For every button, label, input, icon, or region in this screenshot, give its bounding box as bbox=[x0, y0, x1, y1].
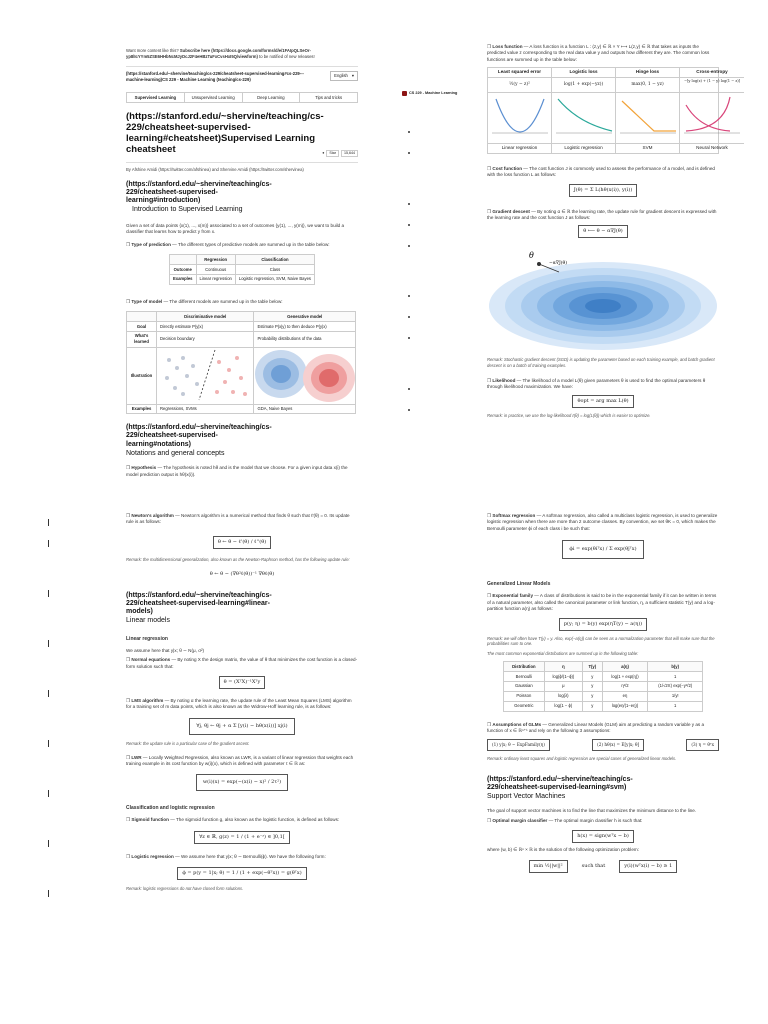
square-icon: ❒ bbox=[487, 593, 493, 599]
star-button[interactable]: ● Star 15,644 bbox=[322, 150, 358, 157]
linear-reg-subtitle: Linear regression bbox=[126, 635, 168, 642]
square-icon: ❒ bbox=[126, 298, 132, 304]
margin-mark bbox=[48, 640, 49, 647]
glm-remark-3: Remark: ordinary least squares and logistic regression are special cases of generalized linear models. bbox=[487, 756, 677, 762]
omc-formula: h(x) = sign(wᵀx − b) bbox=[572, 830, 634, 843]
classification-subtitle: Classification and logistic regression bbox=[126, 805, 215, 812]
loss-col-hinge: Hinge loss max(0, 1 − yz) SVM bbox=[616, 68, 680, 152]
bullet bbox=[408, 388, 410, 390]
svm-where: where (w, b) ∈ ℝⁿ × ℝ is the solution of the following optimization problem: bbox=[487, 846, 639, 852]
bullet bbox=[408, 152, 410, 154]
newton-formula: θ ← θ − ℓ'(θ) / ℓ''(θ) bbox=[213, 536, 271, 549]
discriminative-illustration bbox=[157, 347, 254, 404]
normal-formula: θ = (XᵀX)⁻¹Xᵀy bbox=[219, 676, 266, 689]
tab-supervised-learning[interactable]: Supervised Learning bbox=[127, 93, 185, 103]
svm-intro: The goal of support vector machines is to find the line that maximizes the minimum distance to the line. bbox=[487, 808, 697, 814]
grad-label: −α∇J(θ) bbox=[549, 261, 567, 267]
left-column-top bbox=[126, 48, 358, 478]
right-column-top bbox=[487, 44, 741, 419]
discriminative-plot bbox=[157, 348, 253, 402]
square-icon: ❒ bbox=[126, 657, 132, 663]
breadcrumb[interactable]: (https://stanford.edu/~shervine/teaching/cs-229/cheatsheet-supervised-learning#cs-229--- machine-learning)CS 229 - Machine Learning (teaching/cs-229) bbox=[126, 70, 304, 82]
likelihood-remark: Remark: in practice, we use the log-likelihood ℓ(θ) = log(L(θ)) which is easier to optimize. bbox=[487, 413, 651, 419]
loss-col-logistic: Logistic loss log(1 + exp(−yz)) Logistic regression bbox=[552, 68, 616, 152]
square-icon: ❒ bbox=[487, 721, 493, 727]
gd-text: ❒ Gradient descent — By noting α ∈ ℝ the learning rate, the update rule for gradient descent is expressed with the learning rate and the cost function J as follows: bbox=[487, 208, 717, 220]
exp-family-table: Distribution η T(y) a(η) b(y) Bernoulli log(ϕ/(1−ϕ)) y log(1 + exp(η)) 1 Gaussian μ y η²/2 (1/√2π) exp(−y²/2) Poisson log(λ) y eη 1/y! Geometric log(1 − ϕ) y log(eη/(1−eη)) 1 bbox=[503, 661, 703, 711]
bullet bbox=[408, 409, 410, 411]
square-icon: ❒ bbox=[487, 165, 493, 171]
tab-tips-and-tricks[interactable]: Tips and tricks bbox=[315, 94, 343, 100]
square-icon: ❒ bbox=[487, 818, 493, 824]
notify-banner: Want more content like this? Subscribe here (https://docs.google.com/forms/d/e/1FAIpQLSeOr-yp8lIcYYm5ZSE6HHbNcMJyDcJ2F4eHBzTuFxCvsHxI5Q/viewform) to be notified of new releases! bbox=[126, 48, 315, 59]
margin-mark bbox=[48, 590, 49, 597]
square-icon: ❒ bbox=[487, 377, 493, 383]
model-table: Discriminative model Generative model Goal Directly estimate P(y|x) Estimate P(x|y) to then deduce P(y|x) What's learned Decision boundary Probability distributions of the data Illustration Examples Regressions, SVMs GDA, Naive Bayes bbox=[126, 311, 356, 414]
type-prediction-text: ❒ Type of prediction — The different types of predictive models are summed up in the table below: bbox=[126, 241, 330, 247]
lse-curve bbox=[488, 93, 552, 141]
course-badge[interactable]: CS 229 - Machine Learning bbox=[402, 91, 457, 96]
right-column-bottom bbox=[487, 513, 719, 873]
loss-table bbox=[487, 67, 741, 153]
margin-mark bbox=[48, 690, 49, 697]
sigmoid-text: ❒ Sigmoid function — The sigmoid function g, also known as the logistic function, is defined as follows: bbox=[126, 817, 340, 823]
logreg-text: ❒ Logistic regression — We assume here that y|x; θ ∼ Bernoulli(ϕ). We have the following form: bbox=[126, 853, 326, 859]
theta-label: θ bbox=[529, 251, 534, 261]
margin-mark bbox=[48, 540, 49, 547]
newton-text: ❒ Newton's algorithm — Newton's algorithm is a numerical method that finds θ such that ℓ'(θ) = 0. Its update rule is as follows: bbox=[126, 513, 350, 525]
margin-mark bbox=[48, 519, 49, 526]
bullet bbox=[408, 295, 410, 297]
lms-remark: Remark: the update rule is a particular case of the gradient ascent. bbox=[126, 740, 250, 746]
square-icon: ❒ bbox=[126, 697, 132, 703]
prediction-table: Regression Classification Outcome Continuous Class Examples Linear regression Logistic regression, SVM, Naive Bayes bbox=[169, 254, 315, 285]
lms-text: ❒ LMS algorithm — By noting α the learning rate, the update rule of the Least Mean Squares (LMS) algorithm for a training set of m data points, which is also known as the Widrow-Hoff learning rule, is as follows: bbox=[126, 697, 352, 710]
generative-illustration bbox=[254, 347, 356, 404]
softmax-formula: ϕi = exp(θiᵀx) / Σ exp(θjᵀx) bbox=[562, 540, 643, 559]
omc-text: ❒ Optimal margin classifier — The optimal margin classifier h is such that: bbox=[487, 818, 643, 824]
margin-mark bbox=[48, 890, 49, 897]
linear-assume: We assume here that y|x; θ ∼ N(μ, σ²) bbox=[126, 647, 205, 653]
glm-remark-1: Remark: we will often have T(y) = y. Also, exp(−a(η)) can be seen as a normalization parameter that will make sure that the probabilities sum to one. bbox=[487, 635, 715, 647]
notations-anchor[interactable]: (https://stanford.edu/~shervine/teaching/cs-229/cheatsheet-supervised-learning#notations) bbox=[126, 424, 272, 448]
logreg-formula: ϕ = p(y = 1|x; θ) = 1 / (1 + exp(−θᵀx)) = g(θᵀx) bbox=[177, 867, 306, 880]
lwr-text: ❒ LWR — Locally Weighted Regression, also known as LWR, is a variant of linear regression that weights each training example in its cost function by w(i)(x), which is defined with parameter τ ∈ ℝ as: bbox=[126, 754, 354, 767]
newton-remark: Remark: the multidimensional generalization, also known as the Newton-Raphson method, has the following update rule: bbox=[126, 556, 350, 562]
glm-assumptions-text: ❒ Assumptions of GLMs — Generalized Linear Models (GLM) aim at predicting a random variable y as a function of x ∈ ℝⁿ⁺¹ and rely on the following 3 assumptions: bbox=[487, 721, 705, 733]
type-model-text: ❒ Type of model — The different models are summed up in the table below: bbox=[126, 298, 283, 304]
margin-mark bbox=[48, 790, 49, 797]
hypothesis-text: ❒ Hypothesis — The hypothesis is noted hθ and is the model that we choose. For a given input data x(i) the model prediction output is hθ(x(i)). bbox=[126, 465, 348, 477]
square-icon: ❒ bbox=[126, 465, 132, 471]
margin-mark bbox=[48, 840, 49, 847]
cost-text: ❒ Cost function — The cost function J is commonly used to assess the performance of a model, and is defined with the loss function L as follows: bbox=[487, 165, 715, 178]
github-icon: ● bbox=[322, 151, 325, 155]
lwr-formula: w(i)(x) = exp(−(x(i) − x)² / 2τ²) bbox=[196, 774, 288, 791]
stanford-logo-icon bbox=[402, 91, 407, 96]
hinge-curve bbox=[616, 93, 680, 141]
square-icon: ❒ bbox=[126, 513, 132, 518]
generative-plot bbox=[255, 348, 355, 402]
normal-text: ❒ Normal equations — By noting X the design matrix, the value of θ that minimizes the cost function is a closed-form solution such that: bbox=[126, 657, 358, 669]
glm-assumptions: (1) y|x; θ ∼ ExpFamily(η) (2) hθ(x) = E[y|x; θ] (3) η = θᵀx bbox=[487, 739, 719, 751]
tab-deep-learning[interactable]: Deep Learning bbox=[243, 93, 301, 103]
sigmoid-formula: ∀z ∈ ℝ, g(z) = 1 / (1 + e⁻ᶻ) ∈ ]0,1[ bbox=[194, 831, 289, 844]
loss-col-crossentropy: Cross-entropy −[y log(z) + (1 − y) log(1 − z)] Neural Network bbox=[680, 68, 744, 152]
svm-optimization: min ½||w||² such that y(i)(wᵀx(i) − b) ≥ 1 bbox=[487, 860, 719, 873]
bullet bbox=[408, 203, 410, 205]
bullet bbox=[408, 337, 410, 339]
lms-formula: ∀j, θj ← θj + α Σ [y(i) − hθ(x(i))] xj(i) bbox=[189, 718, 294, 735]
bullet bbox=[408, 245, 410, 247]
bullet bbox=[408, 224, 410, 226]
newton-formula-2: θ ← θ − (∇θ²ℓ(θ))⁻¹ ∇θℓ(θ) bbox=[209, 570, 275, 577]
logistic-curve bbox=[552, 93, 616, 141]
likelihood-formula: θopt = arg max L(θ) bbox=[572, 395, 633, 408]
glm-remark-2: The most common exponential distributions are summed up in the following table: bbox=[487, 651, 639, 657]
language-select[interactable]: English ▾ bbox=[330, 71, 358, 81]
bullet bbox=[408, 316, 410, 318]
logreg-remark: Remark: logistic regressions do not have closed form solutions. bbox=[126, 886, 244, 892]
page-title[interactable]: (https://stanford.edu/~shervine/teaching/cs-229/cheatsheet-supervised-learning#cheatsheet)Supervised Learning cheatsheet bbox=[126, 111, 324, 156]
intro-anchor[interactable]: (https://stanford.edu/~shervine/teaching/cs-229/cheatsheet-supervised-learning#introduction) bbox=[126, 180, 272, 205]
exp-family-formula: p(y; η) = b(y) exp(ηT(y) − a(η)) bbox=[559, 618, 647, 631]
square-icon: ❒ bbox=[487, 513, 493, 518]
exp-family-text: ❒ Exponential family — A class of distributions is said to be in the exponential family if it can be written in terms of a natural parameter, also called the canonical parameter or link function, η, a sufficient statistic T(y) and a log-partition function a(η) as follows: bbox=[487, 593, 717, 612]
likelihood-text: ❒ Likelihood — The likelihood of a model L(θ) given parameters θ is used to find the optimal parameters θ through likelihood maximization. We have: bbox=[487, 377, 706, 389]
cost-formula: J(θ) = Σ L(hθ(x(i)), y(i)) bbox=[569, 184, 638, 197]
chevron-down-icon: ▾ bbox=[351, 72, 354, 78]
tab-unsupervised-learning[interactable]: Unsupervised Learning bbox=[185, 93, 243, 103]
margin-mark bbox=[48, 740, 49, 747]
loss-col-lse: Least squared error ½(y − z)² Linear regression bbox=[488, 68, 552, 152]
square-icon: ❒ bbox=[126, 241, 132, 247]
subscribe-link[interactable]: Subscribe here (https://docs.google.com/forms/d/e/1FAIpQLSeOr-yp8lIcYYm5ZSE6HHbNcMJyDcJ2F4eHBzTuFxCvsHxI5Q/viewform) bbox=[126, 48, 311, 59]
crossentropy-curve bbox=[680, 93, 744, 141]
gd-remark: Remark: Stochastic gradient descent (SGD) is updating the parameter based on each training example, and batch gradient descent is on a batch of training examples. bbox=[487, 356, 715, 368]
svm-title: Support Vector Machines bbox=[487, 793, 566, 801]
square-icon: ❒ bbox=[487, 208, 493, 214]
authors: By Afshine Amidi (https://twitter.com/afshinea) and Shervine Amidi (https://twitter.com/shervinea) bbox=[126, 167, 304, 173]
intro-title: Introduction to Supervised Learning bbox=[132, 206, 243, 214]
bullet bbox=[408, 131, 410, 133]
topic-tabs bbox=[126, 92, 358, 104]
left-column-bottom bbox=[126, 513, 358, 892]
gd-formula: θ ⟵ θ − α∇J(θ) bbox=[578, 225, 628, 238]
linear-anchor[interactable]: (https://stanford.edu/~shervine/teaching/cs-229/cheatsheet-supervised-learning#linear-models) bbox=[126, 591, 272, 615]
gradient-descent-contours bbox=[487, 242, 719, 352]
square-icon: ❒ bbox=[126, 754, 132, 760]
square-icon: ❒ bbox=[487, 44, 493, 49]
notations-title: Notations and general concepts bbox=[126, 449, 225, 457]
square-icon: ❒ bbox=[126, 853, 132, 859]
softmax-text: ❒ Softmax regression — A softmax regression, also called a multiclass logistic regression, is used to generalize logistic regression when there are more than 2 outcome classes. By convention, we set θK = 0, which makes the Bernoulli parameter ϕi of each class i be such that: bbox=[487, 513, 718, 531]
square-icon: ❒ bbox=[126, 817, 132, 823]
svm-anchor[interactable]: (https://stanford.edu/~shervine/teaching/cs-229/cheatsheet-supervised-learning#svm) bbox=[487, 776, 633, 792]
glm-title: Generalized Linear Models bbox=[487, 581, 551, 588]
loss-text: ❒ Loss function — A loss function is a function L : (z,y) ∈ ℝ × Y ⟼ L(z,y) ∈ ℝ that takes as inputs the predicted value z corresponding to the real data value y and outputs how different they are. The common loss functions are summed up in the table below: bbox=[487, 44, 710, 62]
intro-body: Given a set of data points {x(1), ..., x(m)} associated to a set of outcomes {y(1), ..., y(m)}, we want to build a classifier that learns how to predict y from x. bbox=[126, 222, 345, 235]
linear-title: Linear models bbox=[126, 616, 170, 624]
